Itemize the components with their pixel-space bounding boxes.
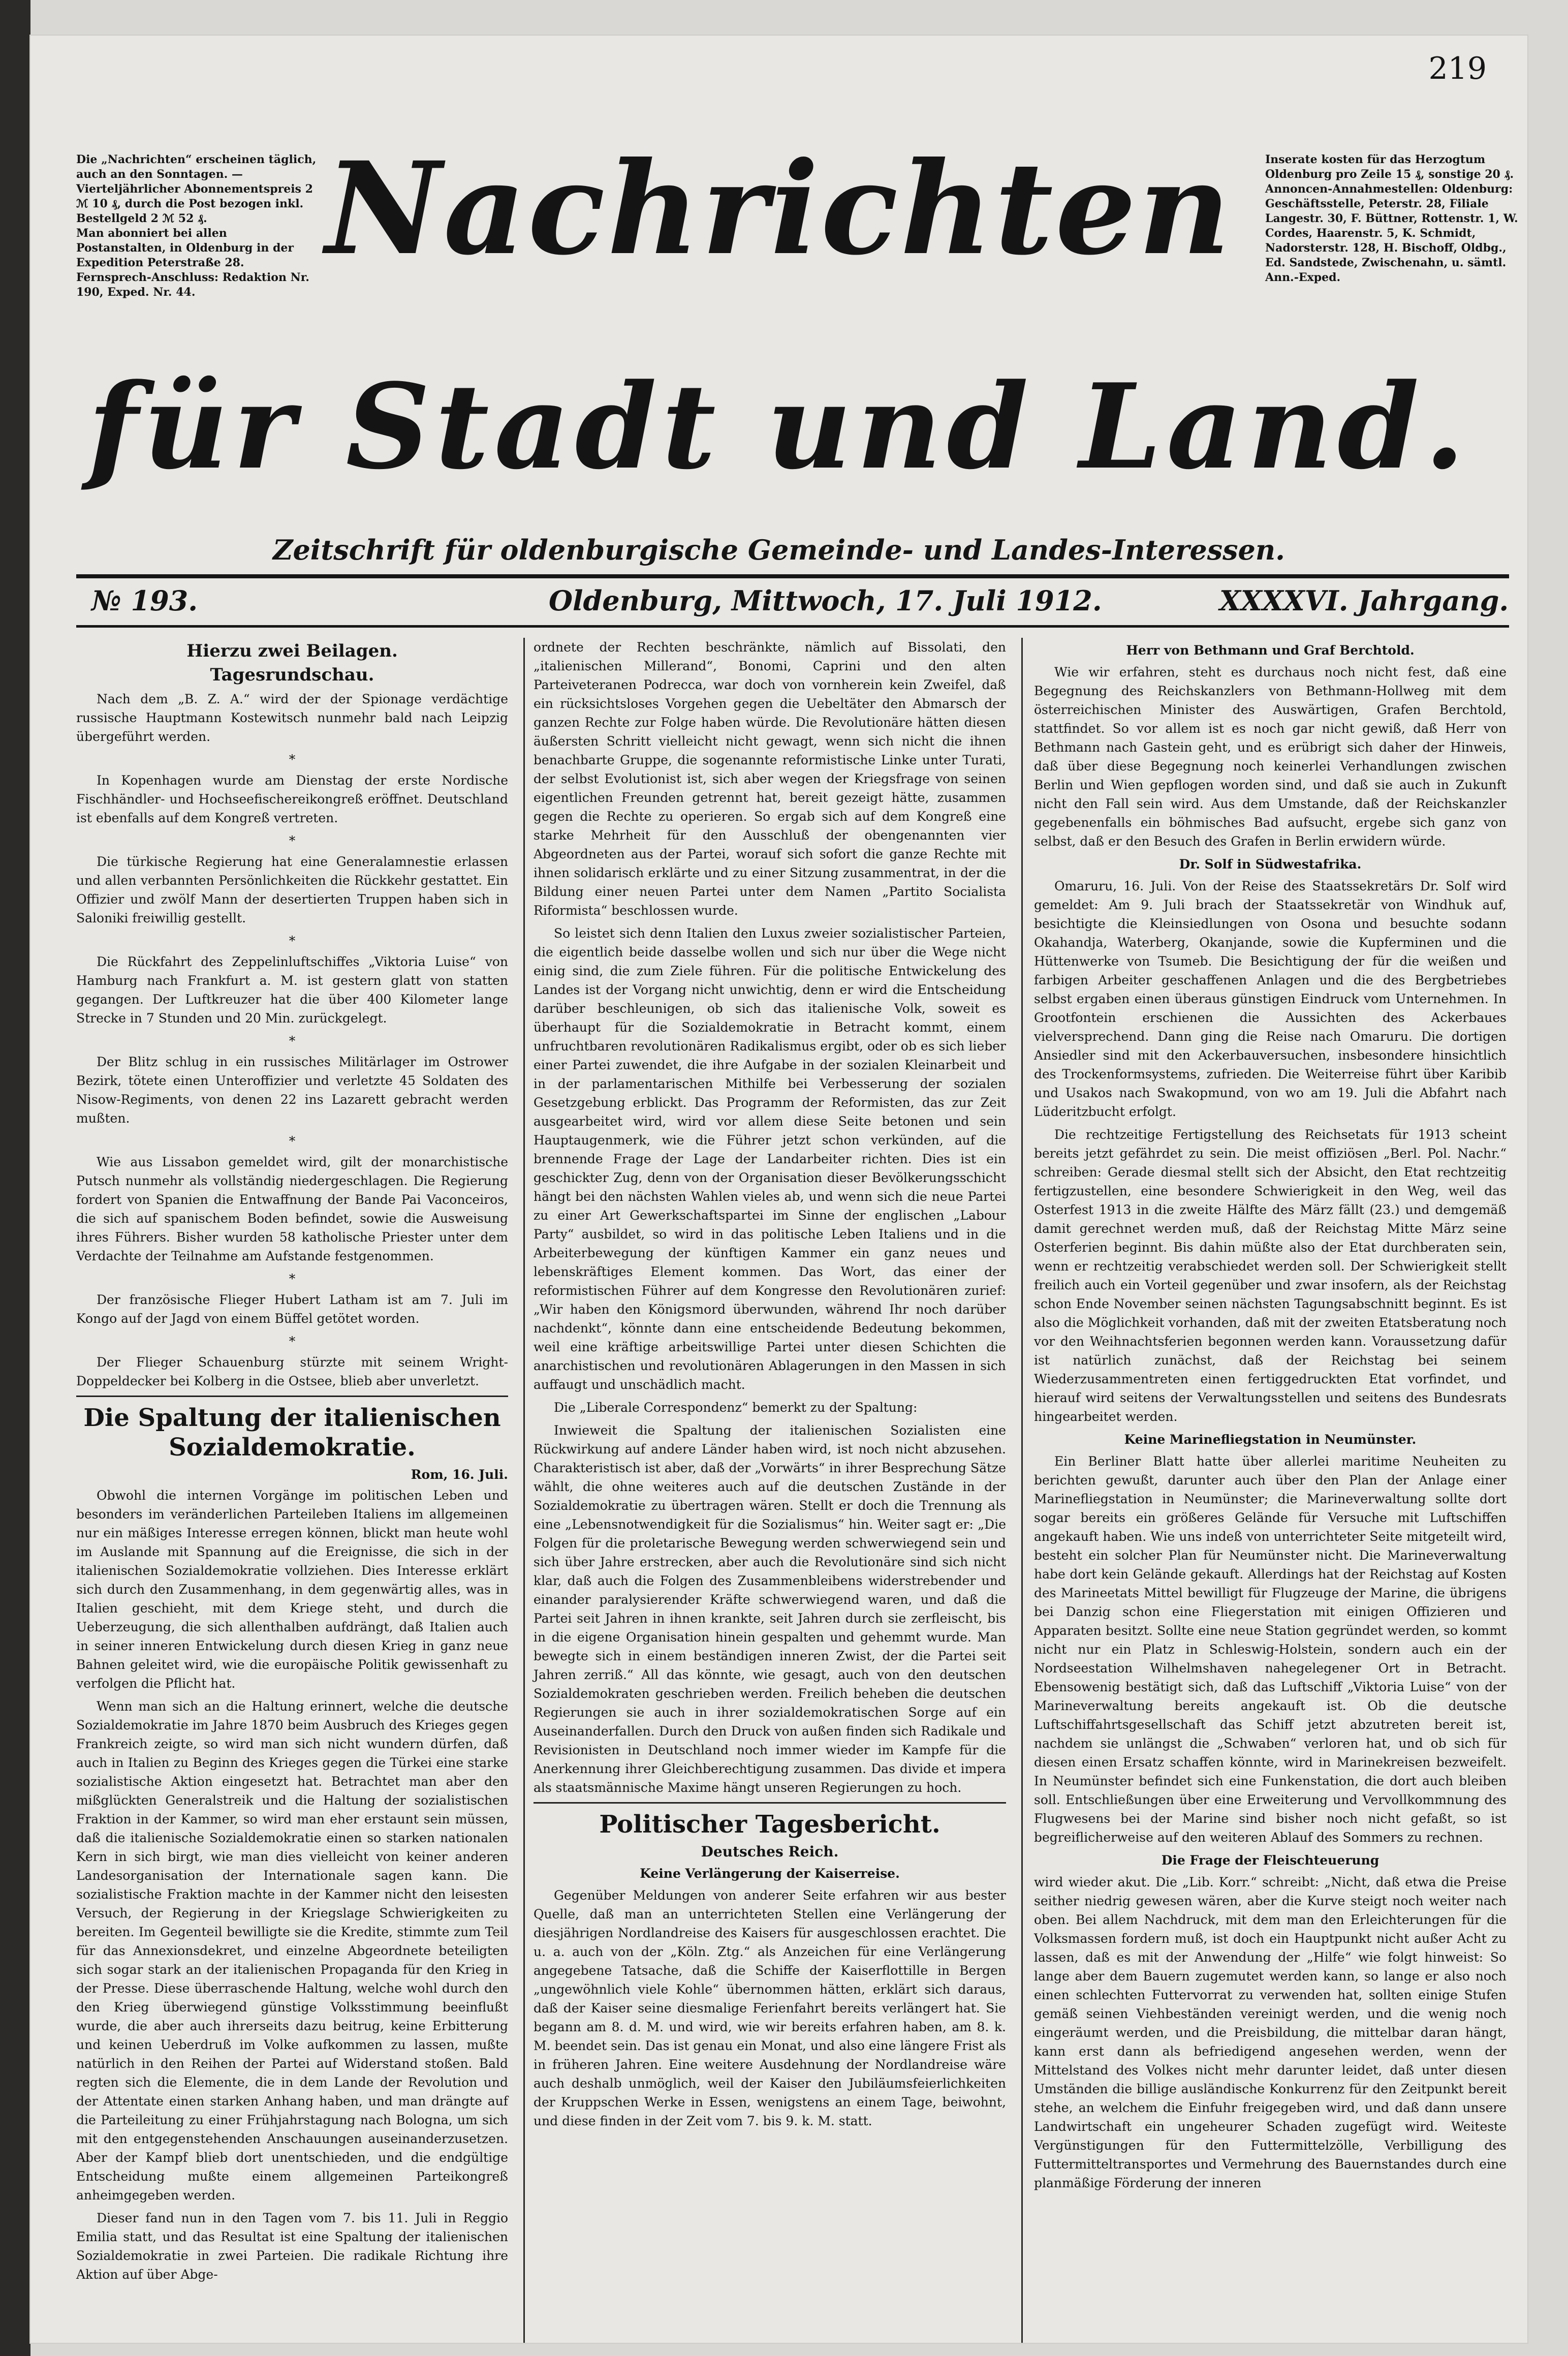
ear-right-advertising: Inserate kosten für das Herzogtum Oldenburg pro Zeile 15 ₰, sonstige 20 ₰. Annoncen-Annahmestellen: Oldenburg: Geschäftsstelle, Peterstr. 28, Filiale Langestr. 30, F. Büttner, Rottenstr. 1, W. Cordes, Haarenstr. 5, K. Schmidt, Nadorsterstr. 128, H. Bischoff, Oldbg., Ed. Sandstede, Zwischenahn, u. sämtl. Ann.-Exped.: [1265, 153, 1518, 284]
place-date: Oldenburg, Mittwoch, 17. Juli 1912.: [549, 584, 1102, 617]
item-title-kaiserreise: Keine Verlängerung der Kaiserreise.: [640, 1866, 900, 1881]
newspaper-page: [30, 36, 1527, 2343]
article-paragraph: ordnete der Rechten beschränkte, nämlich auf Bissolati, den „italienischen Millerand“, Bonomi, Caprini und den alten Parteiveteranen Podrecca, war doch von vornherein kein Zweifel, daß ein rücksichtsloses Vorgehen gegen die Uebeltäter den Abmarsch der ganzen Rechte zur Folge haben würde. Die Revolutionäre hätten diesen äußersten Schritt vielleicht nicht gewagt, wenn sich nicht die ihnen benachbarte Gruppe, die sogenannte reformistische Linke unter Turati, der selbst Evolutionist ist, sich aber wegen der Kriegsfrage von seinen eigentlichen Freunden getrennt hat, bereit gezeigt hätte, zusammen gegen die Rechte zu operieren. So ergab sich auf dem Kongreß eine starke Mehrheit für den Ausschluß der obengenannten vier Abgeordneten aus der Partei, worauf sich sofort die ganze Rechte mit ihnen solidarisch erklärte und zu einer Sitzung zusammentrat, in der die Bildung einer neuen Partei unter dem Namen „Partito Socialista Riformista“ beschlossen wurde.: [534, 640, 1006, 918]
article-paragraph: wird wieder akut. Die „Lib. Korr.“ schreibt: „Nicht, daß etwa die Preise seither niedrig gewesen wären, aber die Kurve steigt noch weiter nach oben. Bei allem Nachdruck, mit dem man den Erleichterungen für die Volksmassen fordern muß, ist doch ein Hauptpunkt nicht außer Acht zu lassen, daß es mit der Anwendung der „Hilfe“ wie folgt hinweist: So lange aber dem Bauern zugemutet werden kann, so lange er also noch einen schlechten Futtervorrat zu verwenden hat, sollten einige Stufen gemäß seinen Viehbeständen vereinigt werden, und die wenig noch eingeräumt werden, und die Preisbildung, die mittelbar daran hängt, kann erst dann als befriedigend angesehen werden, wenn der Mittelstand des Volkes nicht mehr darunter leidet, daß unter diesen Umständen die billige ausländische Konkurrenz für den Zeitpunkt bereit stehe, an welchem die Einfuhr freigegeben wird, und daß dann unsere Landwirtschaft ein ungeheurer Schaden zugefügt wird. Weiteste Vergünstigungen für den Futtermittelzölle, Verbilligung des Futtermitteltransportes und Vermehrung des Bauernstandes durch eine planmäßige Förderung der inneren: [1034, 1875, 1507, 2190]
news-item: Der Blitz schlug in ein russisches Militärlager im Ostrower Bezirk, tötete einen Unteroffizier und verletzte 45 Soldaten des Nisow-Regiments, von denen 22 ins Lazarett gebracht werden mußten.: [76, 1055, 508, 1126]
news-item: Wie aus Lissabon gemeldet wird, gilt der monarchistische Putsch nunmehr als vollständig niedergeschlagen. Die Regierung fordert von Spanien die Entwaffnung der Bande Pai Vaconceiros, die sich auf spanischem Boden befindet, sowie die Ausweisung ihres Führers. Bisher wurden 58 katholische Priester unter dem Verdachte der Teilnahme am Aufstande festgenommen.: [76, 1155, 508, 1263]
volume: XXXXVI. Jahrgang.: [1219, 584, 1509, 617]
masthead-rule-bottom: [76, 625, 1509, 628]
article-paragraph: Gegenüber Meldungen von anderer Seite erfahren wir aus bester Quelle, daß man an unterrichteten Stellen eine Verlängerung der diesjährigen Nordlandreise des Kaisers für ausgeschlossen erachtet. Die u. a. auch von der „Köln. Ztg.“ als Anzeichen für eine Verlängerung angegebene Tatsache, daß die Schiffe der Kaiserflottille in Bergen „ungewöhnlich viele Kohle“ übernommen hätten, erklärt sich daraus, daß der Kaiser seine diesmalige Ferienfahrt bereits verlängert hat. Sie begann am 8. d. M. und wird, wie wir bereits erfahren haben, am 8. k. M. beendet sein. Das ist genau ein Monat, und also eine längere Frist als in früheren Jahren. Eine weitere Ausdehnung der Nordlandreise wäre auch deshalb unmöglich, weil der Kaiser den Jubiläumsfeierlichkeiten der Kruppschen Werke in Essen, wenigstens an einem Tage, beiwohnt, und diese finden in der Zeit vom 7. bis 9. k. M. statt.: [534, 1888, 1006, 2128]
masthead-title-line2: für Stadt und Land.: [87, 358, 1470, 495]
news-item: Der französische Flieger Hubert Latham ist am 7. Juli im Kongo auf der Jagd von einem Büffel getötet worden.: [76, 1292, 508, 1326]
news-item: Die Rückfahrt des Zeppelinluftschiffes „Viktoria Luise“ von Hamburg nach Frankfurt a. M. ist gestern glatt von statten gegangen. Der Luftkreuzer hat die über 400 Kilometer lange Strecke in 7 Stunden und 20 Min. zurückgelegt.: [76, 954, 508, 1026]
item-title-marine: Keine Marinefliegstation in Neumünster.: [1124, 1432, 1417, 1447]
item-title-solf: Dr. Solf in Südwestafrika.: [1179, 857, 1362, 872]
masthead-rule-top: [76, 574, 1509, 578]
masthead-title: Nachrichten: [325, 134, 1233, 283]
masthead-subtitle: Zeitschrift für oldenburgische Gemeinde- und Landes-Interessen.: [273, 534, 1285, 566]
supplement-note: Hierzu zwei Beilagen.: [186, 641, 398, 661]
column-1: Hierzu zwei Beilagen. Tagesrundschau. Nach dem „B. Z. A.“ wird der der Spionage verdächtige russische Hauptmann Kostewitsch nunmehr bald nach Leipzig übergeführt werden. * In Kopenhagen wurde am Dienstag der erste Nordische Fischhändler- und Hochseefischereikongreß eröffnet. Deutschland ist ebenfalls auf dem Kongreß vertreten. * Die türkische Regierung hat eine Generalamnestie erlassen und allen verbannten Persönlichkeiten die Rückkehr gestattet. Ein Offizier und zwölf Mann der desertierten Truppen haben sich in Saloniki freiwillig gestellt. * Die Rückfahrt des Zeppelinluftschiffes „Viktoria Luise“ von Hamburg nach Frankfurt a. M. ist gestern glatt von statten gegangen. Der Luftkreuzer hat die über 400 Kilometer lange Strecke in 7 Stunden und 20 Min. zurückgelegt. * Der Blitz schlug in ein russisches Militärlager im Ostrower Bezirk, tötete einen Unteroffizier und verletzte 45 Soldaten des Nisow-Regiments, von denen 22 ins Lazarett gebracht werden mußten. * Wie aus Lissabon gemeldet wird, gilt der monarchistische Putsch nunmehr als vollständig niedergeschlagen. Die Regierung fordert von Spanien die Entwaffnung der Bande Pai Vaconceiros, die sich auf spanischem Boden befindet, sowie die Ausweisung ihres Führers. Bisher wurden 58 katholische Priester unter dem Verdachte der Teilnahme am Aufstande festgenommen. * Der französische Flieger Hubert Latham ist am 7. Juli im Kongo auf der Jagd von einem Büffel getötet worden. * Der Flieger Schauenburg stürzte mit seinem Wright-Doppeldecker bei Kolberg in die Ostsee, blieb aber unverletzt. Die Spaltung der italienischen Sozialdemokratie. Rom, 16. Juli. Obwohl die internen Vorgänge im politischen Leben und besonders im veränderlichen Parteileben Italiens im allgemeinen nur ein mäßiges Interesse erregen können, blickt man heute wohl im Auslande mit Spannung auf die Ereignisse, die sich in der italienischen Sozialdemokratie vollziehen. Dies Interesse erklärt sich durch den Zusammenhang, in dem gegenwärtig alles, was in Italien geschieht, mit dem Kriege steht, und durch die Ueberzeugung, die sich allenthalben aufdrängt, daß Italien auch in seiner inneren Entwickelung durch diesen Krieg in ganz neue Bahnen geleitet wird, wie die europäische Politik gewissenhaft zu verfolgen die Pflicht hat. Wenn man sich an die Haltung erinnert, welche die deutsche Sozialdemokratie im Jahre 1870 beim Ausbruch des Krieges gegen Frankreich zeigte, so wird man sich nicht wundern dürfen, daß auch in Italien zu Beginn des Krieges gegen die Türkei eine starke sozialistische Aktion eingesetzt hat. Betrachtet man aber den mißglückten Generalstreik und die Haltung der sozialistischen Fraktion in der Kammer, so wird man eher erstaunt sein müssen, daß die italienische Sozialdemokratie einen so starken nationalen Kern in sich birgt, wie man dies vielleicht von keiner anderen Landesorganisation der Internationale sagen kann. Die sozialistische Fraktion machte in der Kammer nicht den leisesten Versuch, der Regierung in der Kriegslage Schwierigkeiten zu bereiten. Im Gegenteil bewilligte sie die Kredite, stimmte zum Teil für das Annexionsdekret, und einzelne Abgeordnete beteiligten sich sogar stark an der italienischen Propaganda für den Krieg in der Presse. Diese überraschende Haltung, welche wohl durch den den Krieg überwiegend günstige Volksstimmung beeinflußt wurde, die aber auch ihrerseits dazu beitrug, keine Erbitterung und keinen Ueberdruß im Volke aufkommen zu lassen, mußte natürlich in den Reihen der Partei auf Widerstand stoßen. Bald regten sich die Elemente, die in dem Lande der Revolution und der Attentate einen starken Anhang haben, und man drängte auf die Parteileitung zu einer Frühjahrstagung nach Bologna, um sich mit den entgegenstehenden Anschauungen auseinanderzusetzen. Aber der Kampf blieb dort unentschieden, und die endgültige Entscheidung mußte einem allgemeinen Parteikongreß anheimgegeben werden. Dieser fand nun in den Tagen vom 7. bis 11. Juli in Reggio Emilia statt, und das Resultat ist eine Spaltung der italienischen Sozialdemokratie in zwei Parteien. Die radikale Richtung ihre Aktion auf über Abge-: [76, 638, 508, 2288]
column-divider-2: [1021, 638, 1023, 2343]
column-3: [1034, 638, 1507, 2196]
column-2: [534, 638, 1006, 2134]
article-dateline: Rom, 16. Juli.: [411, 1467, 508, 1482]
news-item: In Kopenhagen wurde am Dienstag der erste Nordische Fischhändler- und Hochseefischereikongreß eröffnet. Deutschland ist ebenfalls auf dem Kongreß vertreten.: [76, 773, 508, 825]
article-paragraph: Wenn man sich an die Haltung erinnert, welche die deutsche Sozialdemokratie im Jahre 1870 beim Ausbruch des Krieges gegen Frankreich zeigte, so wird man sich nicht wundern dürfen, daß auch in Italien zu Beginn des Krieges gegen die Türkei eine starke sozialistische Aktion eingesetzt hat. Betrachtet man aber den mißglückten Generalstreik und die Haltung der sozialistischen Fraktion in der Kammer, so wird man eher erstaunt sein müssen, daß die italienische Sozialdemokratie einen so starken nationalen Kern in sich birgt, wie man dies vielleicht von keiner anderen Landesorganisation der Internationale sagen kann. Die sozialistische Fraktion machte in der Kammer nicht den leisesten Versuch, der Regierung in der Kriegslage Schwierigkeiten zu bereiten. Im Gegenteil bewilligte sie die Kredite, stimmte zum Teil für das Annexionsdekret, und einzelne Abgeordnete beteiligten sich sogar stark an der italienischen Propaganda für den Krieg in der Presse. Diese überraschende Haltung, welche wohl durch den den Krieg überwiegend günstige Volksstimmung beeinflußt wurde, die aber auch ihrerseits dazu beitrug, keine Erbitterung und keinen Ueberdruß im Volke aufkommen zu lassen, mußte natürlich in den Reihen der Partei auf Widerstand stoßen. Bald regten sich die Elemente, die in dem Lande der Revolution und der Attentate einen starken Anhang haben, und man drängte auf die Parteileitung zu einer Frühjahrstagung nach Bologna, um sich mit den entgegenstehenden Anschauungen auseinanderzusetzen. Aber der Kampf blieb dort unentschieden, und die endgültige Entscheidung mußte einem allgemeinen Parteikongreß anheimgegeben werden.: [76, 1699, 508, 2203]
column-divider-1: [523, 638, 525, 2343]
article-paragraph: Wie wir erfahren, steht es durchaus noch nicht fest, daß eine Begegnung des Reichskanzlers von Bethmann-Hollweg mit dem österreichischen Minister des Auswärtigen, Grafen Berchtold, stattfindet. So vor allem ist es noch gar nicht gewiß, daß Herr von Bethmann nach Gastein geht, und es erübrigt sich daher der Hinweis, daß über diese Begegnung noch keinerlei Verhandlungen zwischen Berlin und Wien gepflogen worden sind, und daß sie auch in Zukunft nicht den Fall sein wird. Aus dem Umstande, daß der Reichskanzler gegebenenfalls ein böhmisches Bad aufsucht, ergebe sich ganz von selbst, daß er den Besuch des Grafen in Berlin erwidern würde.: [1034, 665, 1507, 849]
article-paragraph: Obwohl die internen Vorgänge im politischen Leben und besonders im veränderlichen Parteileben Italiens im allgemeinen nur ein mäßiges Interesse erregen können, blickt man heute wohl im Auslande mit Spannung auf die Ereignisse, die sich in der italienischen Sozialdemokratie vollziehen. Dies Interesse erklärt sich durch den Zusammenhang, in dem gegenwärtig alles, was in Italien geschieht, mit dem Kriege steht, und durch die Ueberzeugung, die sich allenthalben aufdrängt, daß Italien auch in seiner inneren Entwickelung durch diesen Krieg in ganz neue Bahnen geleitet wird, wie die europäische Politik gewissenhaft zu verfolgen die Pflicht hat.: [76, 1488, 508, 1691]
article-paragraph: Ein Berliner Blatt hatte über allerlei maritime Neuheiten zu berichten gewußt, darunter auch über den Plan der Anlage einer Marinefliegstation in Neumünster; die Marineverwaltung sollte dort sogar bereits ein größeres Gelände für Versuche mit Luftschiffen angekauft haben. Wie uns indeß von unterrichteter Seite mitgeteilt wird, besteht ein solcher Plan für Neumünster nicht. Die Marineverwaltung habe dort kein Gelände gekauft. Allerdings hat der Reichstag auf Kosten des Marineetats Mittel bewilligt für Flugzeuge der Marine, die übrigens bei Danzig schon eine Fliegerstation mit einigen Offizieren und Apparaten besitzt. Sollte eine neue Station gegründet werden, so kommt nicht nur ein Platz in Schleswig-Holstein, sondern auch ein der Nordseestation Wilhelmshaven nahegelegener Ort in Betracht. Ebensowenig bestätigt sich, daß das Luftschiff „Viktoria Luise“ von der Marineverwaltung bereits angekauft ist. Ob die deutsche Luftschiffahrtsgesellschaft das Schiff jetzt abzutreten bereit ist, nachdem sie unlängst die „Schwaben“ verloren hat, und ob sich für diesen einen Ersatz schaffen könnte, wird in Marinekreisen bezweifelt. In Neumünster befindet sich eine Funkenstation, die dort auch bleiben soll. Entschließungen über eine Erweiterung und Vervollkommnung des Flugwesens bei der Marine sind bisher noch nicht gefaßt, so ist begreiflicherweise auf den weiteren Ablauf des Sommers zu rechnen.: [1034, 1454, 1507, 1845]
news-item: Die türkische Regierung hat eine Generalamnestie erlassen und allen verbannten Persönlichkeiten die Rückkehr gestattet. Ein Offizier und zwölf Mann der desertierten Truppen haben sich in Saloniki freiwillig gestellt.: [76, 854, 508, 925]
page-number: 219: [1428, 51, 1487, 86]
article-paragraph: Omaruru, 16. Juli. Von der Reise des Staatssekretärs Dr. Solf wird gemeldet: Am 9. Juli brach der Staatssekretär von Windhuk auf, besichtigte die Kleinsiedlungen von Osona und besuchte sodann Okahandja, Waterberg, Okanjande, sowie die Kupferminen und die Hüttenwerke von Tsumeb. Die Besichtigung der für die weißen und farbigen Arbeiter geschaffenen Anlagen und die des Bergbetriebes selbst ergaben einen überaus günstigen Eindruck vom Unternehmen. In Grootfontein erschienen die Aussichten des Ackerbaues vielversprechend. Dann ging die Reise nach Omaruru. Die dortigen Ansiedler sind mit den Ackerbauversuchen, insbesondere hinsichtlich des Trockenformsystems, zufrieden. Die Weiterreise führt über Karibib und Usakos nach Swakopmund, von wo am 19. Juli die Abfahrt nach Lüderitzbucht erfolgt.: [1034, 879, 1507, 1119]
article-paragraph: Die „Liberale Correspondenz“ bemerkt zu der Spaltung:: [554, 1400, 918, 1415]
article-paragraph: Inwieweit die Spaltung der italienischen Sozialisten eine Rückwirkung auf andere Länder haben wird, ist noch nicht abzusehen. Charakteristisch ist aber, daß der „Vorwärts“ in ihrer Besprechung Sätze wählt, die ohne weiteres auch auf die deutschen Zustände in der Sozialdemokratie zu übertragen wären. Stellt er doch die Trennung als eine „Lebensnotwendigkeit für die Sozialismus“ hin. Weiter sagt er: „Die Folgen für die proletarische Bewegung werden schwerwiegend sein und sich über Jahre erstrecken, aber auch die Revolutionäre sind sich nicht klar, daß auch die Folgen des Zusammenbleibens widerstrebender und einander paralysierender Kräfte schwerwiegend waren, und daß die Partei seit Jahren in ihnen krankte, seit Jahren durch sie zerfleischt, bis in die eigene Organisation hinein gespalten und gehemmt wurde. Man bewegte sich in einem beständigen inneren Zwist, der die Partei seit Jahren zerriß.“ All das könnte, wie gesagt, auch von den deutschen Sozialdemokraten geschrieben werden. Freilich beheben die deutschen Regierungen sie auch in ihrer sozialdemokratischen Sorge auf ein Auseinanderfallen. Durch den Druck von außen finden sich Radikale und Revisionisten in Deutschland noch immer wieder im Kampfe für die Anerkennung ihrer Gleichberechtigung zusammen. Das divide et impera als staatsmännische Maxime hängt unseren Regierungen zu hoch.: [534, 1423, 1006, 1795]
section-title-tagesrundschau: Tagesrundschau.: [210, 665, 374, 685]
ear-left-subscription: Die „Nachrichten“ erscheinen täglich, auch an den Sonntagen. — Vierteljährlicher Abonnementspreis 2 ℳ 10 ₰, durch die Post bezogen inkl. Bestellgeld 2 ℳ 52 ₰. Man abonniert bei allen Postanstalten, in Oldenburg in der Expedition Peterstraße 28. Fernsprech-Anschluss: Redaktion Nr. 190, Exped. Nr. 44.: [76, 153, 317, 299]
article-paragraph: Dieser fand nun in den Tagen vom 7. bis 11. Juli in Reggio Emilia statt, und das Resultat ist eine Spaltung der italienischen Sozialdemokratie in zwei Parteien. Die radikale Richtung ihre Aktion auf über Abge-: [76, 2211, 508, 2282]
item-title-berchtold: Herr von Bethmann und Graf Berchtold.: [1126, 643, 1415, 658]
article-headline-spaltung: Die Spaltung der italienischen Sozialdemokratie.: [83, 1404, 501, 1462]
article-paragraph: So leistet sich denn Italien den Luxus zweier sozialistischer Parteien, die eigentlich beide dasselbe wollen und sich nur über die Wege nicht einig sind, die zum Ziele führen. Für die politische Entwickelung des Landes ist der Vorgang nicht unwichtig, denn er wird die Entscheidung darüber beschleunigen, ob sich das italienische Volk, soweit es überhaupt für die Sozialdemokratie in Betracht kommt, einem unfruchtbaren revolutionären Radikalismus ergibt, oder ob es sich lieber einer Partei zuwendet, die ihre Aufgabe in der sozialen Kleinarbeit und in der parlamentarischen Mithilfe bei Verbesserung der sozialen Gesetzgebung erblickt. Das Programm der Reformisten, das zur Zeit ausgearbeitet wird, wird vor allem diese Seite betonen und sein Hauptaugenmerk, wie die Führer jetzt schon verkünden, auf die brennende Frage der Lage der Landarbeiter richten. Dies ist ein geschickter Zug, denn von der Organisation dieser Bevölkerungsschicht hängt bei den nächsten Wahlen vieles ab, und wenn sich die neue Partei zu einer Art Gewerkschaftspartei im Sinne der englischen „Labour Party“ ausbildet, so wird in das politische Leben Italiens und in die Arbeiterbewegung der künftigen Kammer ein ganz neues und lebenskräftiges Element kommen. Das Wort, das einer der reformistischen Führer auf dem Kongresse den Revolutionären zurief: „Wir haben den Königsmord überwunden, während Ihr noch darüber nachdenkt“, könnte dann eine entscheidende Bedeutung bekommen, weil eine kräftige arbeitswillige Partei unter diesen Schichten die anarchistischen und revolutionären Ablagerungen in den Massen in sich auffaugt und unschädlich macht.: [534, 926, 1006, 1392]
subsection-title-reich: Deutsches Reich.: [701, 1843, 839, 1860]
item-title-fleisch: Die Frage der Fleischteuerung: [1161, 1853, 1379, 1868]
section-title-tagesbericht: Politischer Tagesbericht.: [599, 1810, 940, 1839]
article-paragraph: Die rechtzeitige Fertigstellung des Reichsetats für 1913 scheint bereits jetzt gefährdet zu sein. Die meist offiziösen „Berl. Pol. Nachr.“ schreiben: Gerade diesmal stellt sich der Absicht, den Etat rechtzeitig fertigzustellen, eine besondere Schwierigkeit in den Weg, weil das Osterfest 1913 in die zweite Hälfte des März fällt (23.) und demgemäß damit gerechnet werden muß, daß der Reichstag Mitte März seine Osterferien beginnt. Bis dahin müßte also der Etat durchberaten sein, wenn er rechtzeitig verabschiedet werden soll. Der Schwierigkeit stellt freilich auch ein Vorteil gegenüber und zwar insofern, als der Reichstag schon Ende November seinen nächsten Tagungsabschnitt beginnt. Es ist also die Möglichkeit vorhanden, daß mit der zweiten Etatsberatung noch vor den Weihnachtsferien begonnen werden kann. Voraussetzung dafür ist natürlich zunächst, daß der Reichstag bei seinem Wiederzusammentreten einen fertiggedruckten Etat vorfindet, und hierauf wird seitens der Verwaltungsstellen und seitens des Bundesrats hingearbeitet werden.: [1034, 1127, 1507, 1424]
issue-number: № 193.: [91, 584, 198, 617]
news-item: Nach dem „B. Z. A.“ wird der der Spionage verdächtige russische Hauptmann Kostewitsch nunmehr bald nach Leipzig übergeführt werden.: [76, 692, 508, 744]
binding-edge: [0, 0, 30, 2356]
news-item: Der Flieger Schauenburg stürzte mit seinem Wright-Doppeldecker bei Kolberg in die Ostsee, blieb aber unverletzt.: [76, 1355, 508, 1388]
